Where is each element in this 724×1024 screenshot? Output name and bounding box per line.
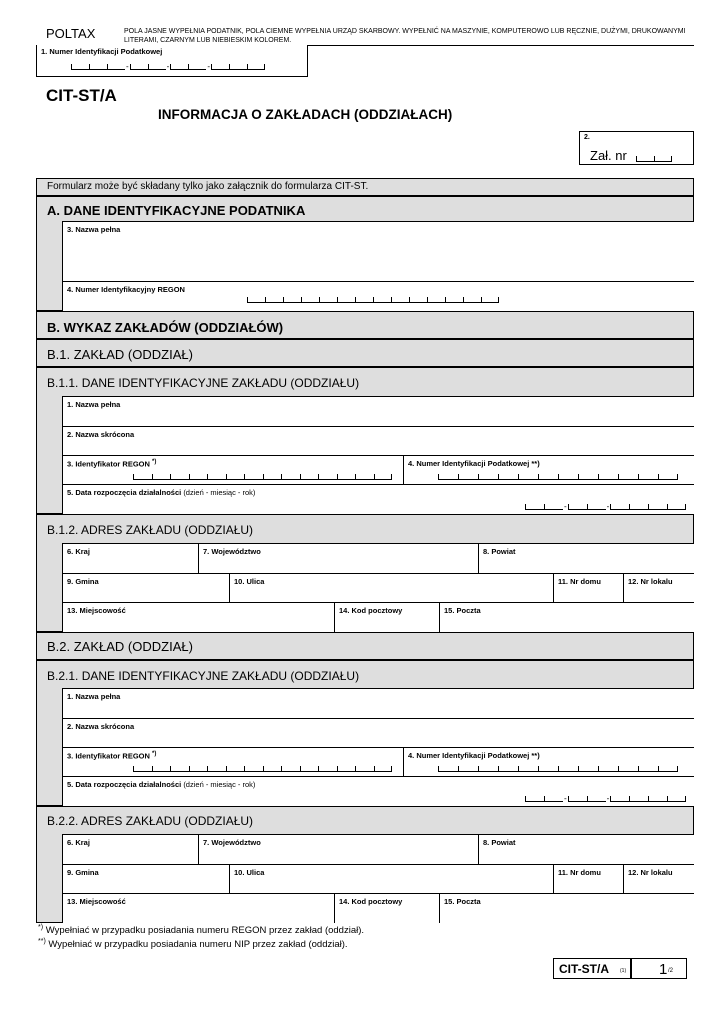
attachment-number-field[interactable]: [579, 131, 694, 165]
nip-field[interactable]: [36, 45, 308, 77]
unit-1-regon-field[interactable]: [62, 455, 403, 484]
form-code: CIT-ST/A: [46, 86, 117, 105]
footnote-nip-text: Wypełniać w przypadku posiadania numeru NIP przez zakład (oddział).: [48, 939, 348, 951]
unit-1-full-name-field[interactable]: [62, 396, 694, 426]
unit-2-county-label: 8. Powiat: [483, 838, 516, 847]
unit-2-regon-field[interactable]: [62, 747, 403, 776]
unit-2-start-date-label: 5. Data rozpoczęcia działalności (dzień - miesiąc - rok): [67, 780, 256, 789]
unit-1-street-field[interactable]: [229, 573, 553, 602]
unit-1-voivodeship-field[interactable]: [198, 543, 478, 573]
unit-1-county-field[interactable]: [478, 543, 694, 573]
unit-1-house-no-field[interactable]: [553, 573, 623, 602]
unit-1-flat-no-field[interactable]: [623, 573, 694, 602]
unit-2-regon-combs: [133, 766, 392, 772]
unit-2-full-name-field[interactable]: [62, 688, 694, 718]
unit-1-postal-code-label: 14. Kod pocztowy: [339, 606, 403, 615]
unit-2-address-title: B.2.2. ADRES ZAKŁADU (ODDZIAŁU): [47, 814, 254, 828]
taxpayer-regon-label: 4. Numer Identyfikacyjny REGON: [67, 285, 185, 294]
unit-2-start-date-field[interactable]: [62, 776, 694, 807]
unit-1-short-name-field[interactable]: [62, 426, 694, 455]
unit-2-street-label: 10. Ulica: [234, 868, 265, 877]
footnote-regon-text: Wypełniać w przypadku posiadania numeru REGON przez zakład (oddział).: [45, 925, 365, 937]
section-b-title: B. WYKAZ ZAKŁADÓW (ODDZIAŁÓW): [47, 320, 284, 335]
unit-1-header: [36, 339, 694, 367]
unit-1-country-field[interactable]: [62, 543, 198, 573]
unit-1-start-date-combs: - -: [525, 504, 686, 510]
note-text: Formularz może być składany tylko jako załącznik do formularza CIT-ST.: [47, 181, 369, 192]
unit-1-title: B.1. ZAKŁAD (ODDZIAŁ): [47, 347, 193, 362]
nip-combs: - - -: [71, 64, 265, 70]
unit-2-voivodeship-field[interactable]: [198, 834, 478, 864]
unit-1-address: [36, 514, 694, 632]
unit-1-regon-combs: [133, 474, 392, 480]
footer-form-code-box: [553, 958, 631, 979]
footer-form-version: (1): [620, 968, 627, 974]
nip-label: 1. Numer Identyfikacji Podatkowej: [41, 47, 163, 56]
unit-1-city-field[interactable]: [62, 602, 334, 633]
taxpayer-full-name-field[interactable]: [62, 221, 694, 281]
unit-2-full-name-label: 1. Nazwa pełna: [67, 692, 121, 701]
unit-2-country-field[interactable]: [62, 834, 198, 864]
unit-2-flat-no-field[interactable]: [623, 864, 694, 893]
unit-2-flat-no-label: 12. Nr lokalu: [628, 868, 673, 877]
footer-page-number: 1: [659, 961, 668, 978]
unit-1-postal-code-field[interactable]: [334, 602, 439, 633]
unit-1-short-name-label: 2. Nazwa skrócona: [67, 430, 135, 439]
taxpayer-regon-combs: [247, 297, 499, 303]
section-a: [36, 196, 694, 311]
footnote-nip-mark: **): [38, 938, 46, 945]
unit-1-nip-combs: [438, 474, 678, 480]
taxpayer-regon-field[interactable]: [62, 281, 694, 311]
unit-1-nip-label: 4. Numer Identyfikacji Podatkowej **): [408, 459, 540, 468]
note-bar: [36, 178, 694, 196]
unit-1-post-office-label: 15. Poczta: [444, 606, 481, 615]
unit-2-regon-label: 3. Identyfikator REGON *): [67, 751, 157, 761]
unit-2-address: [36, 806, 694, 923]
unit-1-street-label: 10. Ulica: [234, 577, 265, 586]
unit-2-street-field[interactable]: [229, 864, 553, 893]
footer-page-total: /2: [668, 968, 674, 974]
unit-2-ident: [36, 660, 694, 806]
footer-form-code: CIT-ST/A: [559, 962, 609, 976]
attachment-number-label: Zał. nr: [590, 148, 627, 163]
unit-1-ident: [36, 367, 694, 514]
unit-1-voivodeship-label: 7. Województwo: [203, 547, 261, 556]
unit-2-nip-field[interactable]: [403, 747, 694, 776]
unit-2-header: [36, 632, 694, 660]
unit-2-house-no-field[interactable]: [553, 864, 623, 893]
unit-2-country-label: 6. Kraj: [67, 838, 90, 847]
unit-1-flat-no-label: 12. Nr lokalu: [628, 577, 673, 586]
footer-page-box: [631, 958, 687, 979]
unit-2-city-label: 13. Miejscowość: [67, 897, 126, 906]
unit-2-start-date-combs: - -: [525, 796, 686, 802]
unit-2-postal-code-field[interactable]: [334, 893, 439, 923]
unit-1-post-office-field[interactable]: [439, 602, 694, 633]
unit-1-nip-field[interactable]: [403, 455, 694, 484]
unit-2-city-field[interactable]: [62, 893, 334, 923]
unit-2-county-field[interactable]: [478, 834, 694, 864]
unit-1-start-date-field[interactable]: [62, 484, 694, 515]
unit-1-full-name-label: 1. Nazwa pełna: [67, 400, 121, 409]
unit-2-title: B.2. ZAKŁAD (ODDZIAŁ): [47, 639, 193, 654]
unit-1-ident-title: B.1.1. DANE IDENTYFIKACYJNE ZAKŁADU (ODDZIAŁU): [47, 376, 360, 390]
unit-1-county-label: 8. Powiat: [483, 547, 516, 556]
unit-1-country-label: 6. Kraj: [67, 547, 90, 556]
attachment-number-combs: [636, 156, 672, 162]
attachment-number-num: 2.: [584, 134, 590, 141]
unit-1-address-title: B.1.2. ADRES ZAKŁADU (ODDZIAŁU): [47, 523, 254, 537]
unit-1-start-date-label: 5. Data rozpoczęcia działalności (dzień - miesiąc - rok): [67, 488, 256, 497]
brand: POLTAX: [46, 26, 96, 41]
unit-2-commune-field[interactable]: [62, 864, 229, 893]
unit-2-short-name-label: 2. Nazwa skrócona: [67, 722, 135, 731]
fill-instructions: POLA JASNE WYPEŁNIA PODATNIK, POLA CIEMNE WYPEŁNIA URZĄD SKARBOWY. WYPEŁNIĆ NA MASZYNIE, KOMPUTEROWO LUB RĘCZNIE, DUŻYMI, DRUKOWANYMI LITERAMI, CZARNYM LUB NIEBIESKIM KOLOREM.: [124, 28, 686, 44]
unit-2-commune-label: 9. Gmina: [67, 868, 99, 877]
footnote-nip: [38, 938, 348, 950]
unit-2-nip-label: 4. Numer Identyfikacji Podatkowej **): [408, 751, 540, 760]
unit-1-commune-field[interactable]: [62, 573, 229, 602]
unit-2-short-name-field[interactable]: [62, 718, 694, 747]
unit-2-post-office-label: 15. Poczta: [444, 897, 481, 906]
unit-2-house-no-label: 11. Nr domu: [558, 868, 601, 877]
section-b: [36, 311, 694, 339]
unit-1-house-no-label: 11. Nr domu: [558, 577, 601, 586]
unit-1-regon-label: 3. Identyfikator REGON *): [67, 459, 157, 469]
unit-1-commune-label: 9. Gmina: [67, 577, 99, 586]
section-a-title: A. DANE IDENTYFIKACYJNE PODATNIKA: [47, 203, 306, 218]
unit-1-city-label: 13. Miejscowość: [67, 606, 126, 615]
footnote-regon: [38, 924, 364, 936]
unit-2-ident-title: B.2.1. DANE IDENTYFIKACYJNE ZAKŁADU (ODDZIAŁU): [47, 669, 360, 683]
unit-2-nip-combs: [438, 766, 678, 772]
unit-2-voivodeship-label: 7. Województwo: [203, 838, 261, 847]
form-title: INFORMACJA O ZAKŁADACH (ODDZIAŁACH): [158, 107, 453, 122]
taxpayer-full-name-label: 3. Nazwa pełna: [67, 225, 121, 234]
unit-2-postal-code-label: 14. Kod pocztowy: [339, 897, 403, 906]
unit-2-post-office-field[interactable]: [439, 893, 694, 923]
footnote-regon-mark: *): [38, 924, 44, 931]
